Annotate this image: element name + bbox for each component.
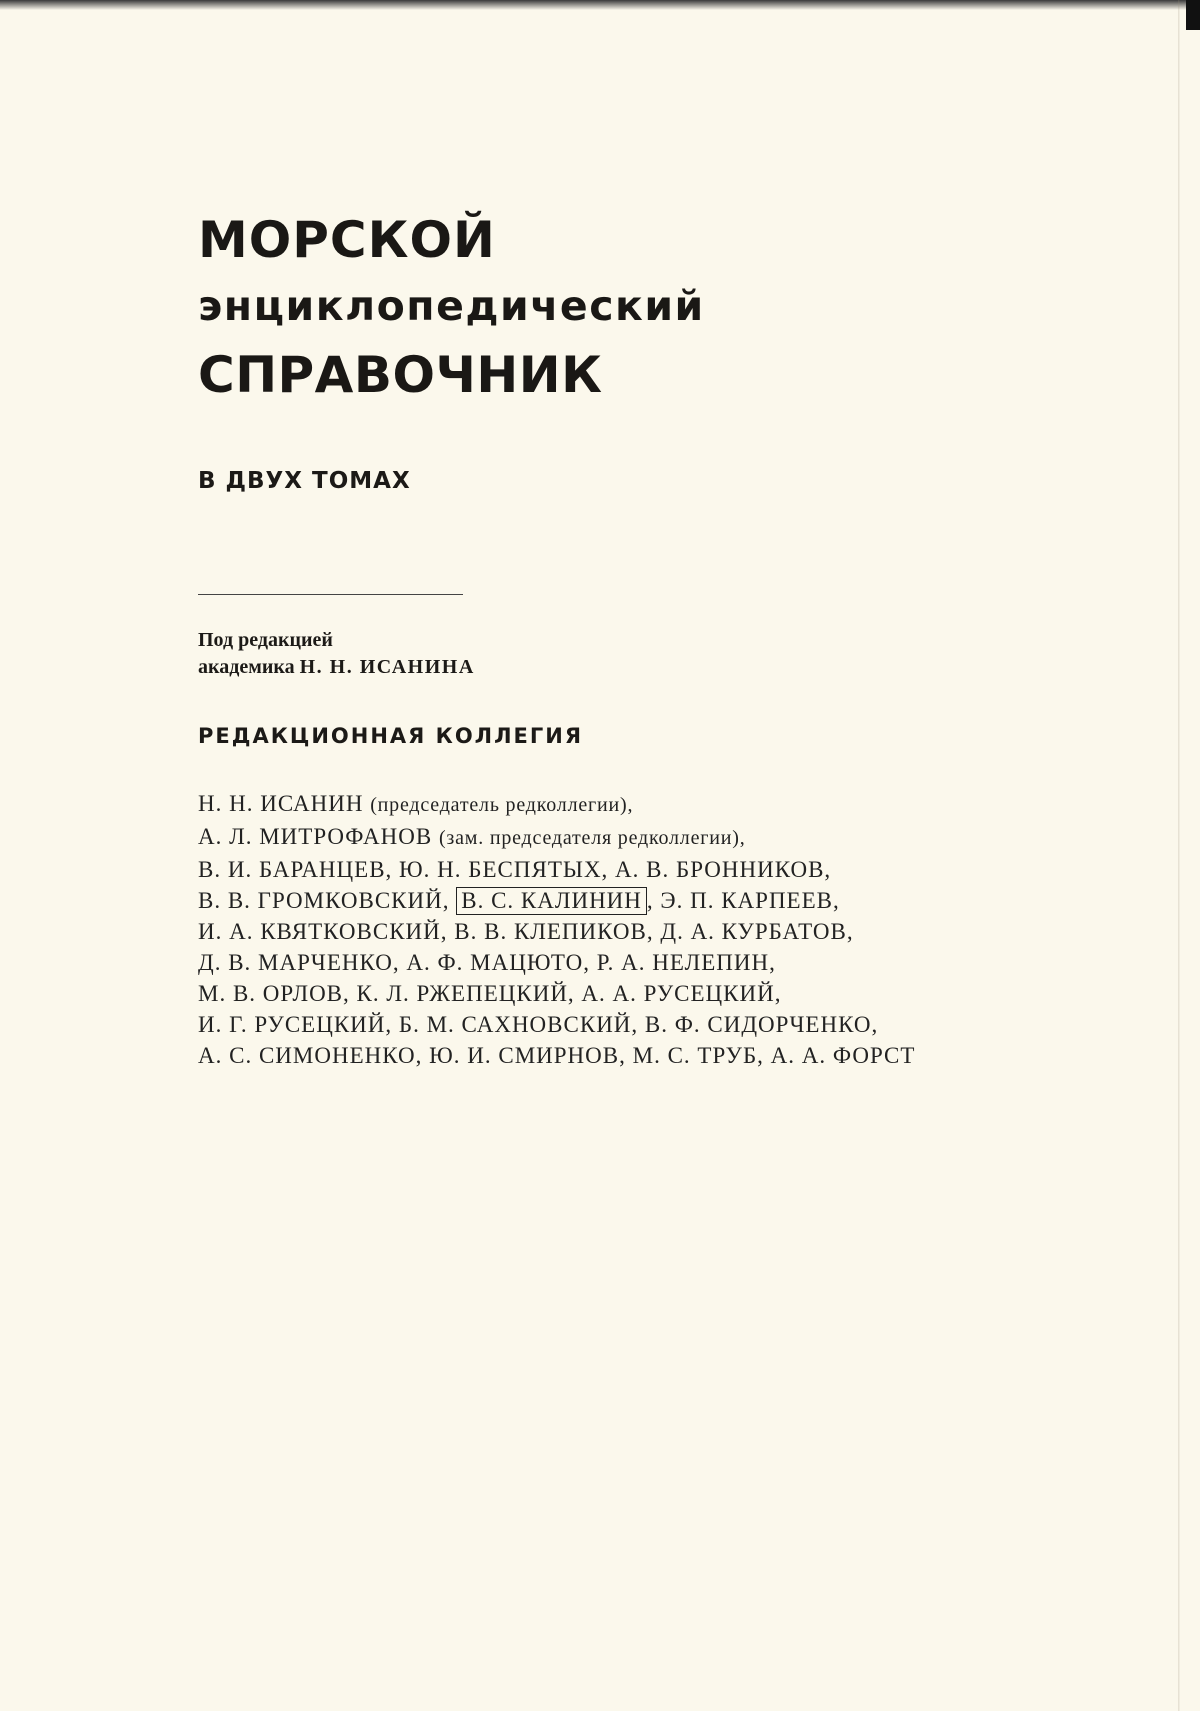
scan-top-edge [0, 0, 1200, 10]
board-members-list [198, 788, 915, 1071]
book-title [198, 210, 705, 408]
member-row [198, 885, 915, 916]
volumes-note: В ДВУХ ТОМАХ [198, 468, 411, 494]
title-line-1: МОРСКОЙ [198, 211, 496, 269]
member-row: М. В. ОРЛОВ, К. Л. РЖЕПЕЦКИЙ, А. А. РУСЕЦКИЙ, [198, 981, 782, 1006]
member-names: , Э. П. КАРПЕЕВ, [646, 888, 840, 913]
title-line-2: энциклопедический [198, 282, 705, 330]
title-line-3: СПРАВОЧНИК [198, 346, 603, 404]
editor-title: академика [198, 656, 295, 678]
editor-line-2 [198, 654, 475, 681]
member-row: В. И. БАРАНЦЕВ, Ю. Н. БЕСПЯТЫХ, А. В. БРОННИКОВ, [198, 857, 832, 882]
editor-name: Н. Н. ИСАНИНА [299, 656, 475, 678]
member-role: (председатель редколлегии), [370, 794, 634, 816]
member-role: (зам. председателя редколлегии), [438, 827, 746, 849]
divider-line [198, 594, 463, 595]
member-row: И. А. КВЯТКОВСКИЙ, В. В. КЛЕПИКОВ, Д. А. КУРБАТОВ, [198, 919, 854, 944]
member-name: Н. Н. ИСАНИН [198, 791, 364, 816]
member-row: А. С. СИМОНЕНКО, Ю. И. СМИРНОВ, М. С. ТРУБ, А. А. ФОРСТ [198, 1043, 916, 1068]
member-row: И. Г. РУСЕЦКИЙ, Б. М. САХНОВСКИЙ, В. Ф. СИДОРЧЕНКО, [198, 1012, 879, 1037]
member-row [198, 788, 915, 821]
scan-corner-mark [1186, 0, 1200, 30]
board-heading: РЕДАКЦИОННАЯ КОЛЛЕГИЯ [198, 724, 584, 748]
boxed-member-name: В. С. КАЛИНИН [456, 887, 647, 915]
member-name: А. Л. МИТРОФАНОВ [198, 824, 433, 849]
page-fold-line [1178, 0, 1180, 1711]
editor-block [198, 627, 475, 681]
member-row [198, 821, 915, 854]
member-names: В. В. ГРОМКОВСКИЙ, [198, 888, 450, 913]
member-row: Д. В. МАРЧЕНКО, А. Ф. МАЦЮТО, Р. А. НЕЛЕПИН, [198, 950, 776, 975]
editor-line-1: Под редакцией [198, 629, 333, 651]
